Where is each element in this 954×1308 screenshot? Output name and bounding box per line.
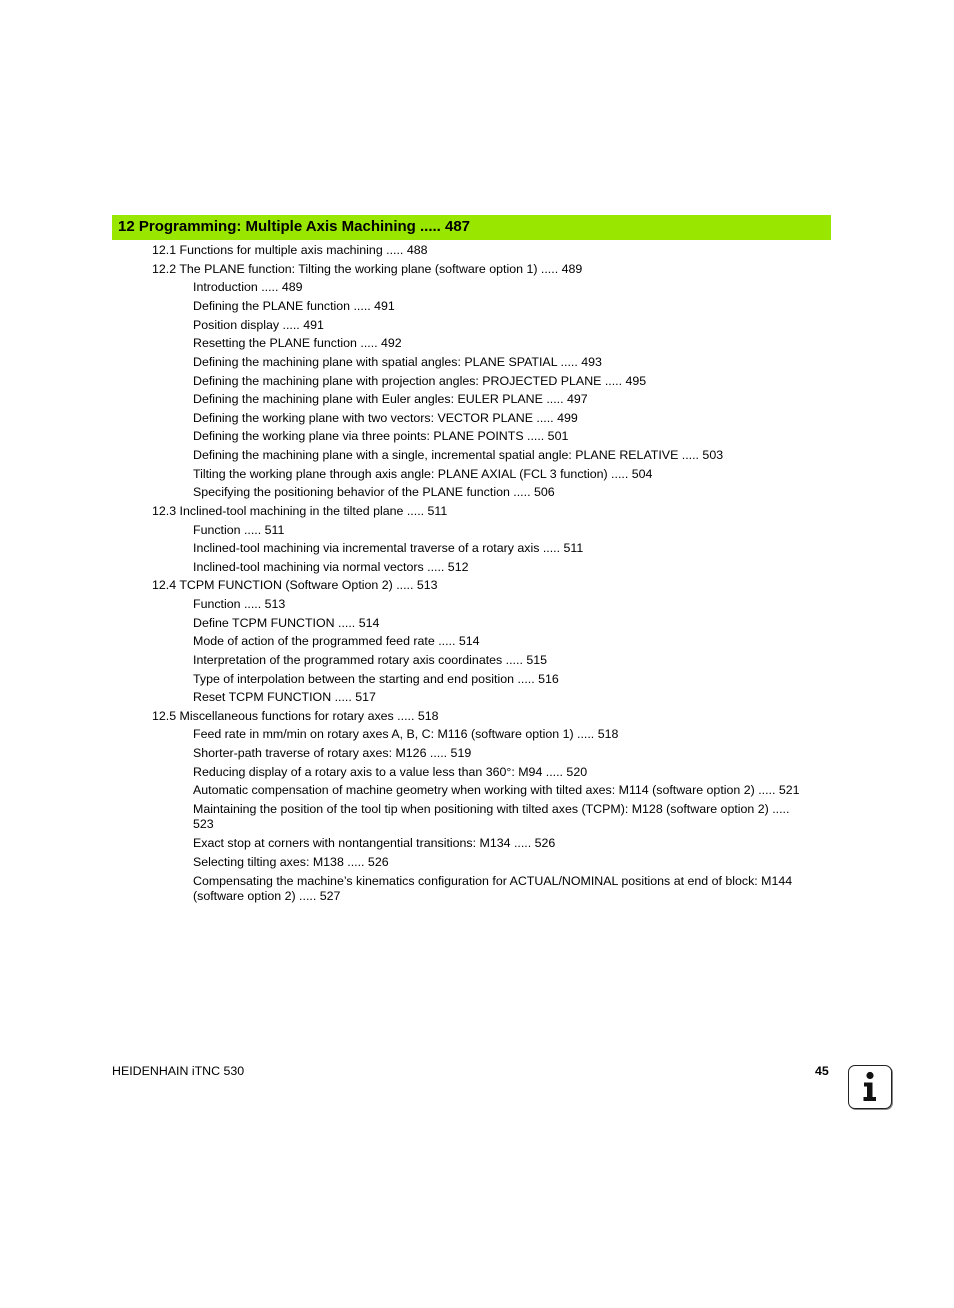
toc-subsection-entry[interactable]: Selecting tilting axes: M138 ..... 526 xyxy=(193,855,389,869)
toc-subsection-entry[interactable]: Shorter-path traverse of rotary axes: M126 ..... 519 xyxy=(193,746,472,760)
toc-subsection-entry[interactable]: Defining the machining plane with projection angles: PROJECTED PLANE ..... 495 xyxy=(193,374,647,388)
toc-subsection-entry[interactable]: Mode of action of the programmed feed rate ..... 514 xyxy=(193,634,480,648)
toc-subsection-entry[interactable]: Introduction ..... 489 xyxy=(193,280,303,294)
toc-subsection-entry[interactable]: Maintaining the position of the tool tip when positioning with tilted axes (TCPM): M128 (software option 2) ..... 523 xyxy=(193,802,790,831)
toc-subsection-entry[interactable]: Defining the PLANE function ..... 491 xyxy=(193,299,395,313)
toc-subsection-entry[interactable]: Defining the machining plane with a single, incremental spatial angle: PLANE RELATIVE ..... 503 xyxy=(193,448,724,462)
toc-subsection-entry[interactable]: Function ..... 511 xyxy=(193,523,285,537)
toc-subsection-entry[interactable]: Feed rate in mm/min on rotary axes A, B, C: M116 (software option 1) ..... 518 xyxy=(193,727,619,741)
info-glyph xyxy=(849,1066,890,1107)
toc-subsection-entry[interactable]: Defining the working plane with two vectors: VECTOR PLANE ..... 499 xyxy=(193,411,578,425)
toc-subsection-entry[interactable]: Position display ..... 491 xyxy=(193,318,324,332)
info-icon[interactable] xyxy=(848,1065,892,1109)
toc-subsection-entry[interactable]: Automatic compensation of machine geometry when working with tilted axes: M114 (software option 2) ..... 521 xyxy=(193,783,800,797)
toc-subsection-entry[interactable]: Inclined-tool machining via normal vectors ..... 512 xyxy=(193,560,469,574)
toc-subsection-entry[interactable]: Tilting the working plane through axis angle: PLANE AXIAL (FCL 3 function) ..... 504 xyxy=(193,467,653,481)
toc-section-entry[interactable]: 12.5 Miscellaneous functions for rotary axes ..... 518 xyxy=(152,709,439,723)
toc-subsection-entry[interactable]: Reducing display of a rotary axis to a value less than 360°: M94 ..... 520 xyxy=(193,765,588,779)
chapter-heading: 12 Programming: Multiple Axis Machining ..... 487 xyxy=(112,215,831,240)
toc-section-entry[interactable]: 12.3 Inclined-tool machining in the tilted plane ..... 511 xyxy=(152,504,448,518)
toc-section-entry[interactable]: 12.2 The PLANE function: Tilting the working plane (software option 1) ..... 489 xyxy=(152,262,583,276)
toc-subsection-entry[interactable]: Resetting the PLANE function ..... 492 xyxy=(193,336,402,350)
toc-subsection-entry[interactable]: Interpretation of the programmed rotary axis coordinates ..... 515 xyxy=(193,653,548,667)
toc-subsection-entry[interactable]: Function ..... 513 xyxy=(193,597,286,611)
toc-subsection-entry[interactable]: Reset TCPM FUNCTION ..... 517 xyxy=(193,690,376,704)
toc-subsection-entry[interactable]: Exact stop at corners with nontangential transitions: M134 ..... 526 xyxy=(193,836,556,850)
toc-subsection-entry[interactable]: Define TCPM FUNCTION ..... 514 xyxy=(193,616,380,630)
toc-subsection-entry[interactable]: Defining the machining plane with spatial angles: PLANE SPATIAL ..... 493 xyxy=(193,355,602,369)
toc-section-entry[interactable]: 12.4 TCPM FUNCTION (Software Option 2) ..... 513 xyxy=(152,578,438,592)
footer-title: HEIDENHAIN iTNC 530 xyxy=(112,1064,245,1078)
page-number: 45 xyxy=(815,1064,829,1078)
toc-subsection-entry[interactable]: Defining the working plane via three points: PLANE POINTS ..... 501 xyxy=(193,429,569,443)
toc-subsection-entry[interactable]: Defining the machining plane with Euler angles: EULER PLANE ..... 497 xyxy=(193,392,588,406)
toc-subsection-entry[interactable]: Compensating the machine’s kinematics configuration for ACTUAL/NOMINAL positions at end of block: M144 (software option 2) ..... 527 xyxy=(193,874,793,903)
toc-section-entry[interactable]: 12.1 Functions for multiple axis machining ..... 488 xyxy=(152,243,428,257)
toc-subsection-entry[interactable]: Inclined-tool machining via incremental traverse of a rotary axis ..... 511 xyxy=(193,541,584,555)
toc-subsection-entry[interactable]: Specifying the positioning behavior of the PLANE function ..... 506 xyxy=(193,485,555,499)
toc-subsection-entry[interactable]: Type of interpolation between the starting and end position ..... 516 xyxy=(193,672,559,686)
